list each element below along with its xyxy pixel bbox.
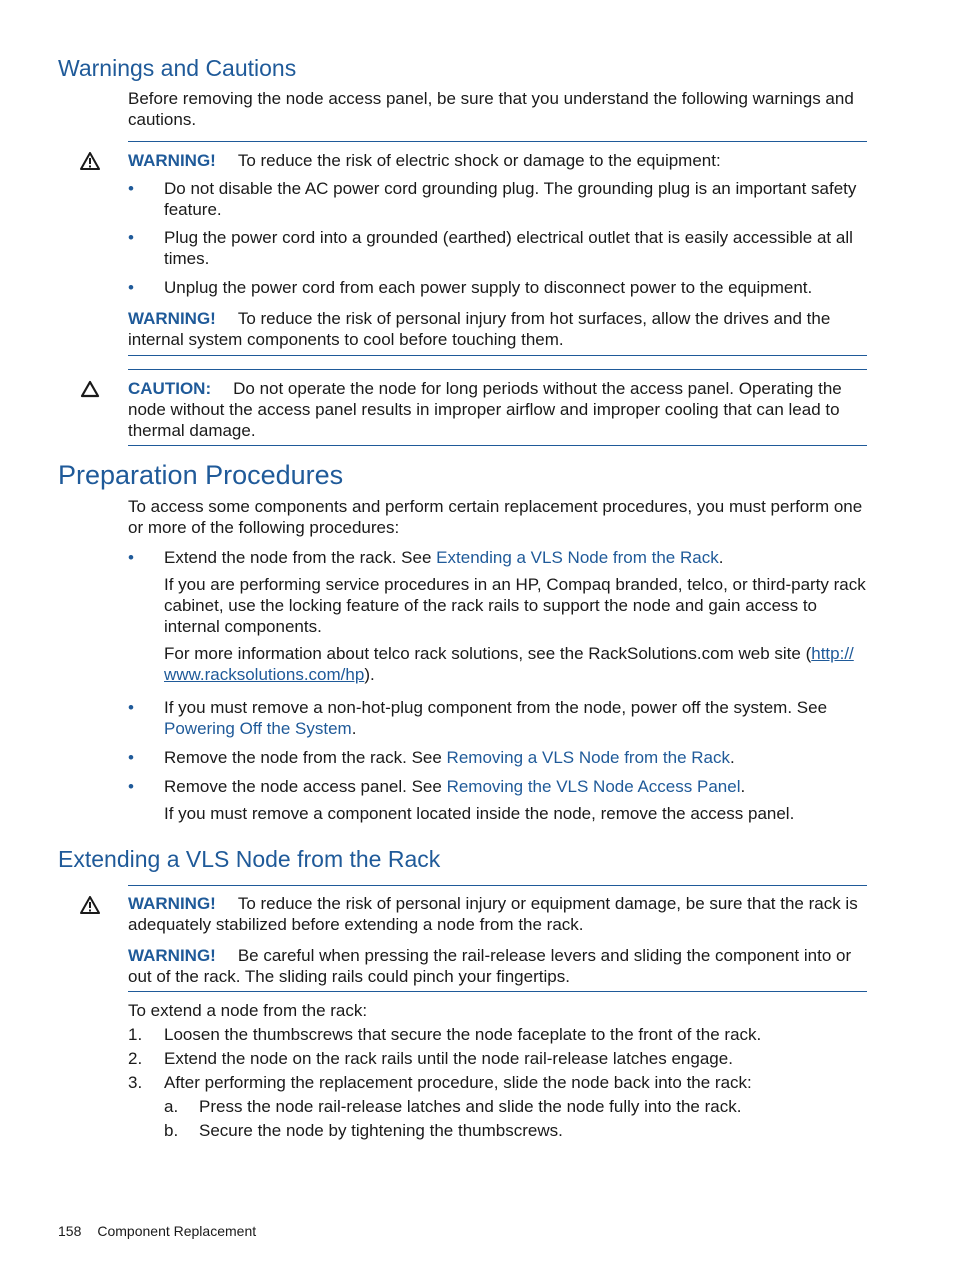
page-number: 158 [58, 1223, 82, 1239]
bullet-detail: If you are performing service procedures in an HP, Compaq branded, telco, or third-party rack cabinet, use the locking feature of the rack rails to support the node and gain access to internal components. [164, 575, 866, 636]
warning-label: WARNING! [128, 894, 216, 913]
link-removing-access-panel[interactable]: Removing the VLS Node Access Panel [446, 777, 741, 796]
caution-paragraph [128, 378, 868, 441]
bullet-detail: For more information about telco rack solutions, see the RackSolutions.com web site (http:// www.racksolutions.com/hp). [164, 644, 854, 684]
warning-icon [80, 896, 100, 914]
step-text: Loosen the thumbscrews that secure the node faceplate to the front of the rack. [164, 1025, 762, 1044]
divider [128, 445, 867, 446]
caution-text: Do not operate the node for long periods without the access panel. Operating the node without the access panel results in improper airflow and improper cooling that can lead to thermal damage. [128, 379, 842, 440]
warning-paragraph [128, 945, 868, 987]
bullet-detail: If you must remove a component located inside the node, remove the access panel. [164, 804, 795, 823]
step-text: After performing the replacement procedure, slide the node back into the rack: [164, 1073, 752, 1092]
section-title-extending: Extending a VLS Node from the Rack [58, 846, 441, 872]
warning-text: Be careful when pressing the rail-release levers and sliding the component into or out of the rack. The sliding rails could pinch your fingertips. [128, 946, 852, 986]
divider [128, 369, 867, 370]
list-item-text: Extend the node from the rack. See [164, 548, 437, 567]
step-number: 3. [128, 1073, 143, 1092]
divider [128, 141, 867, 142]
caution-label: CAUTION: [128, 379, 212, 398]
link-powering-off[interactable]: Powering Off the System [164, 719, 352, 738]
bullet-icon: • [128, 698, 134, 717]
bullet-icon: • [128, 777, 134, 796]
procedure-intro: To extend a node from the rack: [128, 1001, 368, 1020]
warning-paragraph [128, 308, 868, 350]
substep-letter: b. [164, 1121, 179, 1140]
substep-text: Press the node rail-release latches and slide the node fully into the rack. [199, 1097, 742, 1116]
warning-text: To reduce the risk of personal injury from hot surfaces, allow the drives and the internal system components to cool before touching them. [128, 309, 831, 349]
step-text: Extend the node on the rack rails until the node rail-release latches engage. [164, 1049, 733, 1068]
substep-letter: a. [164, 1097, 179, 1116]
warning-label: WARNING! [128, 946, 216, 965]
warning-label: WARNING! [128, 309, 216, 328]
step-number: 2. [128, 1049, 143, 1068]
substep-text: Secure the node by tightening the thumbscrews. [199, 1121, 563, 1140]
list-item-text: Plug the power cord into a grounded (earthed) electrical outlet that is easily accessible at all times. [164, 228, 853, 268]
warning-text: To reduce the risk of electric shock or damage to the equipment: [237, 151, 721, 170]
divider [128, 885, 867, 886]
warning-label: WARNING! [128, 151, 216, 170]
bullet-icon: • [128, 748, 134, 767]
link-removing-node[interactable]: Removing a VLS Node from the Rack [446, 748, 731, 767]
section-title-warnings: Warnings and Cautions [58, 55, 297, 81]
link-racksolutions-url[interactable]: www.racksolutions.com/hp [164, 665, 365, 684]
chapter-name: Component Replacement [97, 1223, 257, 1239]
divider [128, 991, 867, 992]
list-item-text: Remove the node from the rack. See [164, 748, 447, 767]
bullet-icon: • [128, 228, 134, 247]
list-item-text: Do not disable the AC power cord grounding plug. The grounding plug is an important safety feature. [164, 179, 857, 219]
divider [128, 355, 867, 356]
step-number: 1. [128, 1025, 143, 1044]
bullet-icon: • [128, 548, 134, 567]
warning-icon [80, 152, 100, 170]
caution-icon [80, 380, 100, 398]
bullet-icon: • [128, 278, 134, 297]
list-item-text: Unplug the power cord from each power supply to disconnect power to the equipment. [164, 278, 813, 297]
link-extending-node[interactable]: Extending a VLS Node from the Rack [436, 548, 719, 567]
page-footer [58, 1222, 256, 1240]
list-item-text: Remove the node access panel. See [164, 777, 447, 796]
list-item-text: If you must remove a non-hot-plug component from the node, power off the system. See [164, 698, 828, 717]
section-title-preparation: Preparation Procedures [58, 460, 344, 490]
link-racksolutions-url[interactable]: http:// [811, 644, 854, 663]
bullet-icon: • [128, 179, 134, 198]
section-intro: Before removing the node access panel, be sure that you understand the following warnings and cautions. [128, 89, 854, 129]
warning-paragraph [128, 150, 868, 171]
warning-text: To reduce the risk of personal injury or equipment damage, be sure that the rack is adequately stabilized before extending a node from the rack. [128, 894, 858, 934]
section-intro: To access some components and perform certain replacement procedures, you must perform one or more of the following procedures: [128, 497, 863, 537]
warning-paragraph [128, 893, 868, 935]
